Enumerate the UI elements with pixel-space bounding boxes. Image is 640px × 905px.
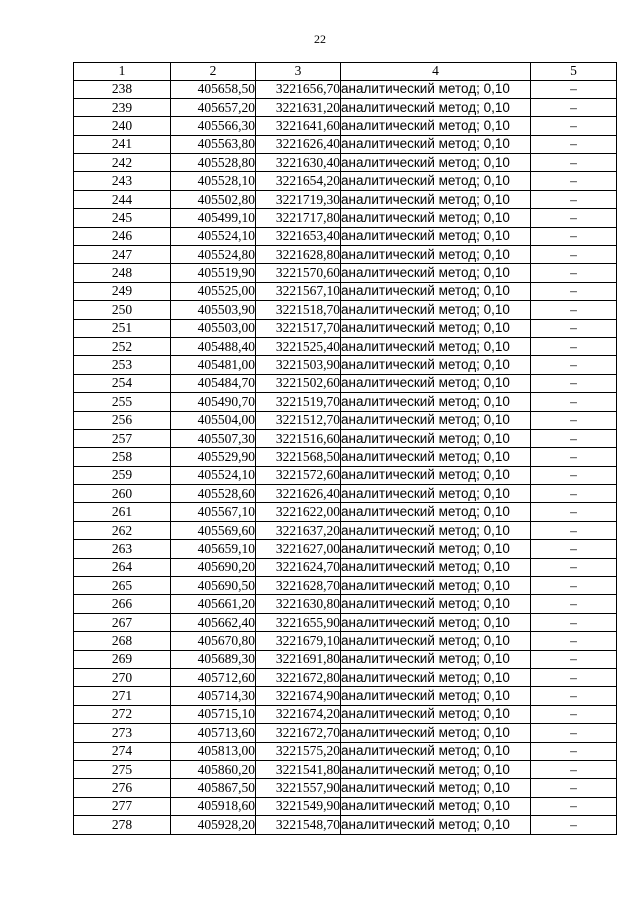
table-row xyxy=(74,135,617,153)
y-coordinate-cell: 3221637,20 xyxy=(256,521,341,539)
method-accuracy-cell: аналитический метод; 0,10 xyxy=(341,356,531,374)
x-coordinate-cell: 405484,70 xyxy=(171,374,256,392)
column5-cell: – xyxy=(531,190,617,208)
table-row xyxy=(74,448,617,466)
column5-cell: – xyxy=(531,227,617,245)
y-coordinate-cell: 3221674,20 xyxy=(256,705,341,723)
method-accuracy-cell: аналитический метод; 0,10 xyxy=(341,301,531,319)
method-accuracy-cell: аналитический метод; 0,10 xyxy=(341,577,531,595)
point-number-cell: 264 xyxy=(74,558,171,576)
y-coordinate-cell: 3221557,90 xyxy=(256,779,341,797)
column5-cell: – xyxy=(531,797,617,815)
column-header-5: 5 xyxy=(531,63,617,81)
y-coordinate-cell: 3221672,70 xyxy=(256,724,341,742)
y-coordinate-cell: 3221525,40 xyxy=(256,337,341,355)
column5-cell: – xyxy=(531,356,617,374)
table-row xyxy=(74,356,617,374)
column5-cell: – xyxy=(531,98,617,116)
y-coordinate-cell: 3221654,20 xyxy=(256,172,341,190)
column5-cell: – xyxy=(531,246,617,264)
table-body xyxy=(74,80,617,834)
x-coordinate-cell: 405481,00 xyxy=(171,356,256,374)
point-number-cell: 255 xyxy=(74,393,171,411)
point-number-cell: 254 xyxy=(74,374,171,392)
point-number-cell: 260 xyxy=(74,485,171,503)
table-row xyxy=(74,724,617,742)
method-accuracy-cell: аналитический метод; 0,10 xyxy=(341,650,531,668)
table-row xyxy=(74,319,617,337)
x-coordinate-cell: 405563,80 xyxy=(171,135,256,153)
column5-cell: – xyxy=(531,595,617,613)
y-coordinate-cell: 3221719,30 xyxy=(256,190,341,208)
point-number-cell: 251 xyxy=(74,319,171,337)
method-accuracy-cell: аналитический метод; 0,10 xyxy=(341,209,531,227)
x-coordinate-cell: 405507,30 xyxy=(171,429,256,447)
x-coordinate-cell: 405567,10 xyxy=(171,503,256,521)
y-coordinate-cell: 3221512,70 xyxy=(256,411,341,429)
table-row xyxy=(74,760,617,778)
x-coordinate-cell: 405528,10 xyxy=(171,172,256,190)
column5-cell: – xyxy=(531,521,617,539)
y-coordinate-cell: 3221631,20 xyxy=(256,98,341,116)
method-accuracy-cell: аналитический метод; 0,10 xyxy=(341,246,531,264)
method-accuracy-cell: аналитический метод; 0,10 xyxy=(341,411,531,429)
y-coordinate-cell: 3221674,90 xyxy=(256,687,341,705)
table-row xyxy=(74,429,617,447)
x-coordinate-cell: 405524,10 xyxy=(171,227,256,245)
column5-cell: – xyxy=(531,301,617,319)
column5-cell: – xyxy=(531,503,617,521)
method-accuracy-cell: аналитический метод; 0,10 xyxy=(341,337,531,355)
x-coordinate-cell: 405502,80 xyxy=(171,190,256,208)
column5-cell: – xyxy=(531,632,617,650)
table-row xyxy=(74,705,617,723)
method-accuracy-cell: аналитический метод; 0,10 xyxy=(341,705,531,723)
table-row xyxy=(74,190,617,208)
column5-cell: – xyxy=(531,724,617,742)
column5-cell: – xyxy=(531,705,617,723)
column5-cell: – xyxy=(531,779,617,797)
column5-cell: – xyxy=(531,669,617,687)
column5-cell: – xyxy=(531,172,617,190)
column5-cell: – xyxy=(531,282,617,300)
table-row xyxy=(74,797,617,815)
y-coordinate-cell: 3221570,60 xyxy=(256,264,341,282)
table-row xyxy=(74,669,617,687)
x-coordinate-cell: 405488,40 xyxy=(171,337,256,355)
x-coordinate-cell: 405525,00 xyxy=(171,282,256,300)
method-accuracy-cell: аналитический метод; 0,10 xyxy=(341,98,531,116)
table-row xyxy=(74,374,617,392)
table-row xyxy=(74,521,617,539)
method-accuracy-cell: аналитический метод; 0,10 xyxy=(341,190,531,208)
x-coordinate-cell: 405528,80 xyxy=(171,154,256,172)
x-coordinate-cell: 405690,20 xyxy=(171,558,256,576)
method-accuracy-cell: аналитический метод; 0,10 xyxy=(341,154,531,172)
method-accuracy-cell: аналитический метод; 0,10 xyxy=(341,540,531,558)
table-row xyxy=(74,742,617,760)
point-number-cell: 245 xyxy=(74,209,171,227)
table-row xyxy=(74,337,617,355)
point-number-cell: 252 xyxy=(74,337,171,355)
method-accuracy-cell: аналитический метод; 0,10 xyxy=(341,448,531,466)
x-coordinate-cell: 405658,50 xyxy=(171,80,256,98)
column5-cell: – xyxy=(531,760,617,778)
y-coordinate-cell: 3221518,70 xyxy=(256,301,341,319)
point-number-cell: 266 xyxy=(74,595,171,613)
point-number-cell: 270 xyxy=(74,669,171,687)
point-number-cell: 257 xyxy=(74,429,171,447)
table-row xyxy=(74,172,617,190)
column5-cell: – xyxy=(531,540,617,558)
y-coordinate-cell: 3221548,70 xyxy=(256,816,341,834)
table-row xyxy=(74,301,617,319)
method-accuracy-cell: аналитический метод; 0,10 xyxy=(341,466,531,484)
column5-cell: – xyxy=(531,154,617,172)
y-coordinate-cell: 3221516,60 xyxy=(256,429,341,447)
x-coordinate-cell: 405813,00 xyxy=(171,742,256,760)
table-row xyxy=(74,411,617,429)
y-coordinate-cell: 3221575,20 xyxy=(256,742,341,760)
table-row xyxy=(74,613,617,631)
table-row xyxy=(74,246,617,264)
column5-cell: – xyxy=(531,650,617,668)
y-coordinate-cell: 3221517,70 xyxy=(256,319,341,337)
x-coordinate-cell: 405867,50 xyxy=(171,779,256,797)
column5-cell: – xyxy=(531,816,617,834)
y-coordinate-cell: 3221679,10 xyxy=(256,632,341,650)
column5-cell: – xyxy=(531,577,617,595)
table-row xyxy=(74,687,617,705)
y-coordinate-cell: 3221656,70 xyxy=(256,80,341,98)
method-accuracy-cell: аналитический метод; 0,10 xyxy=(341,669,531,687)
method-accuracy-cell: аналитический метод; 0,10 xyxy=(341,80,531,98)
table-row xyxy=(74,209,617,227)
point-number-cell: 274 xyxy=(74,742,171,760)
point-number-cell: 258 xyxy=(74,448,171,466)
column5-cell: – xyxy=(531,448,617,466)
table-row xyxy=(74,577,617,595)
x-coordinate-cell: 405714,30 xyxy=(171,687,256,705)
x-coordinate-cell: 405659,10 xyxy=(171,540,256,558)
x-coordinate-cell: 405712,60 xyxy=(171,669,256,687)
y-coordinate-cell: 3221653,40 xyxy=(256,227,341,245)
y-coordinate-cell: 3221628,80 xyxy=(256,246,341,264)
x-coordinate-cell: 405524,10 xyxy=(171,466,256,484)
point-number-cell: 253 xyxy=(74,356,171,374)
x-coordinate-cell: 405503,00 xyxy=(171,319,256,337)
point-number-cell: 242 xyxy=(74,154,171,172)
point-number-cell: 239 xyxy=(74,98,171,116)
x-coordinate-cell: 405566,30 xyxy=(171,117,256,135)
table-row xyxy=(74,282,617,300)
point-number-cell: 267 xyxy=(74,613,171,631)
method-accuracy-cell: аналитический метод; 0,10 xyxy=(341,724,531,742)
column5-cell: – xyxy=(531,264,617,282)
method-accuracy-cell: аналитический метод; 0,10 xyxy=(341,613,531,631)
y-coordinate-cell: 3221641,60 xyxy=(256,117,341,135)
x-coordinate-cell: 405524,80 xyxy=(171,246,256,264)
point-number-cell: 248 xyxy=(74,264,171,282)
table-row xyxy=(74,98,617,116)
column-header-4: 4 xyxy=(341,63,531,81)
point-number-cell: 275 xyxy=(74,760,171,778)
x-coordinate-cell: 405715,10 xyxy=(171,705,256,723)
column5-cell: – xyxy=(531,429,617,447)
column5-cell: – xyxy=(531,485,617,503)
table-row xyxy=(74,393,617,411)
y-coordinate-cell: 3221503,90 xyxy=(256,356,341,374)
table-row xyxy=(74,632,617,650)
column5-cell: – xyxy=(531,117,617,135)
y-coordinate-cell: 3221567,10 xyxy=(256,282,341,300)
method-accuracy-cell: аналитический метод; 0,10 xyxy=(341,264,531,282)
table-row xyxy=(74,779,617,797)
point-number-cell: 238 xyxy=(74,80,171,98)
y-coordinate-cell: 3221691,80 xyxy=(256,650,341,668)
point-number-cell: 265 xyxy=(74,577,171,595)
point-number-cell: 241 xyxy=(74,135,171,153)
x-coordinate-cell: 405528,60 xyxy=(171,485,256,503)
x-coordinate-cell: 405662,40 xyxy=(171,613,256,631)
y-coordinate-cell: 3221630,40 xyxy=(256,154,341,172)
method-accuracy-cell: аналитический метод; 0,10 xyxy=(341,558,531,576)
method-accuracy-cell: аналитический метод; 0,10 xyxy=(341,135,531,153)
method-accuracy-cell: аналитический метод; 0,10 xyxy=(341,393,531,411)
column5-cell: – xyxy=(531,374,617,392)
y-coordinate-cell: 3221502,60 xyxy=(256,374,341,392)
method-accuracy-cell: аналитический метод; 0,10 xyxy=(341,282,531,300)
table-row xyxy=(74,503,617,521)
table-row xyxy=(74,540,617,558)
y-coordinate-cell: 3221717,80 xyxy=(256,209,341,227)
y-coordinate-cell: 3221622,00 xyxy=(256,503,341,521)
table-header-row xyxy=(74,63,617,81)
y-coordinate-cell: 3221626,40 xyxy=(256,485,341,503)
table-row xyxy=(74,650,617,668)
method-accuracy-cell: аналитический метод; 0,10 xyxy=(341,227,531,245)
table-row xyxy=(74,595,617,613)
point-number-cell: 276 xyxy=(74,779,171,797)
column5-cell: – xyxy=(531,558,617,576)
point-number-cell: 243 xyxy=(74,172,171,190)
point-number-cell: 249 xyxy=(74,282,171,300)
y-coordinate-cell: 3221655,90 xyxy=(256,613,341,631)
column5-cell: – xyxy=(531,80,617,98)
table-row xyxy=(74,558,617,576)
point-number-cell: 244 xyxy=(74,190,171,208)
x-coordinate-cell: 405529,90 xyxy=(171,448,256,466)
method-accuracy-cell: аналитический метод; 0,10 xyxy=(341,319,531,337)
page-number: 22 xyxy=(314,32,326,46)
method-accuracy-cell: аналитический метод; 0,10 xyxy=(341,816,531,834)
method-accuracy-cell: аналитический метод; 0,10 xyxy=(341,632,531,650)
point-number-cell: 272 xyxy=(74,705,171,723)
x-coordinate-cell: 405519,90 xyxy=(171,264,256,282)
table-row xyxy=(74,485,617,503)
point-number-cell: 269 xyxy=(74,650,171,668)
point-number-cell: 268 xyxy=(74,632,171,650)
column5-cell: – xyxy=(531,319,617,337)
point-number-cell: 247 xyxy=(74,246,171,264)
x-coordinate-cell: 405657,20 xyxy=(171,98,256,116)
y-coordinate-cell: 3221630,80 xyxy=(256,595,341,613)
column5-cell: – xyxy=(531,135,617,153)
column5-cell: – xyxy=(531,466,617,484)
table-row xyxy=(74,117,617,135)
method-accuracy-cell: аналитический метод; 0,10 xyxy=(341,117,531,135)
point-number-cell: 278 xyxy=(74,816,171,834)
table-row xyxy=(74,264,617,282)
point-number-cell: 250 xyxy=(74,301,171,319)
column-header-1: 1 xyxy=(74,63,171,81)
column-header-3: 3 xyxy=(256,63,341,81)
method-accuracy-cell: аналитический метод; 0,10 xyxy=(341,760,531,778)
point-number-cell: 259 xyxy=(74,466,171,484)
point-number-cell: 277 xyxy=(74,797,171,815)
y-coordinate-cell: 3221628,70 xyxy=(256,577,341,595)
method-accuracy-cell: аналитический метод; 0,10 xyxy=(341,742,531,760)
point-number-cell: 273 xyxy=(74,724,171,742)
column5-cell: – xyxy=(531,613,617,631)
y-coordinate-cell: 3221672,80 xyxy=(256,669,341,687)
table-row xyxy=(74,154,617,172)
point-number-cell: 261 xyxy=(74,503,171,521)
point-number-cell: 263 xyxy=(74,540,171,558)
method-accuracy-cell: аналитический метод; 0,10 xyxy=(341,521,531,539)
x-coordinate-cell: 405569,60 xyxy=(171,521,256,539)
point-number-cell: 256 xyxy=(74,411,171,429)
method-accuracy-cell: аналитический метод; 0,10 xyxy=(341,595,531,613)
x-coordinate-cell: 405499,10 xyxy=(171,209,256,227)
y-coordinate-cell: 3221626,40 xyxy=(256,135,341,153)
y-coordinate-cell: 3221572,60 xyxy=(256,466,341,484)
x-coordinate-cell: 405504,00 xyxy=(171,411,256,429)
x-coordinate-cell: 405918,60 xyxy=(171,797,256,815)
method-accuracy-cell: аналитический метод; 0,10 xyxy=(341,503,531,521)
column5-cell: – xyxy=(531,337,617,355)
method-accuracy-cell: аналитический метод; 0,10 xyxy=(341,429,531,447)
method-accuracy-cell: аналитический метод; 0,10 xyxy=(341,485,531,503)
x-coordinate-cell: 405670,80 xyxy=(171,632,256,650)
x-coordinate-cell: 405661,20 xyxy=(171,595,256,613)
point-number-cell: 271 xyxy=(74,687,171,705)
method-accuracy-cell: аналитический метод; 0,10 xyxy=(341,172,531,190)
column5-cell: – xyxy=(531,393,617,411)
column5-cell: – xyxy=(531,742,617,760)
point-number-cell: 246 xyxy=(74,227,171,245)
y-coordinate-cell: 3221519,70 xyxy=(256,393,341,411)
table-row xyxy=(74,466,617,484)
x-coordinate-cell: 405713,60 xyxy=(171,724,256,742)
point-number-cell: 262 xyxy=(74,521,171,539)
x-coordinate-cell: 405490,70 xyxy=(171,393,256,411)
y-coordinate-cell: 3221627,00 xyxy=(256,540,341,558)
y-coordinate-cell: 3221624,70 xyxy=(256,558,341,576)
coordinates-table xyxy=(73,62,617,835)
y-coordinate-cell: 3221568,50 xyxy=(256,448,341,466)
x-coordinate-cell: 405860,20 xyxy=(171,760,256,778)
table-row xyxy=(74,227,617,245)
table-row xyxy=(74,80,617,98)
column5-cell: – xyxy=(531,687,617,705)
method-accuracy-cell: аналитический метод; 0,10 xyxy=(341,374,531,392)
x-coordinate-cell: 405503,90 xyxy=(171,301,256,319)
x-coordinate-cell: 405689,30 xyxy=(171,650,256,668)
point-number-cell: 240 xyxy=(74,117,171,135)
y-coordinate-cell: 3221541,80 xyxy=(256,760,341,778)
column5-cell: – xyxy=(531,411,617,429)
column-header-2: 2 xyxy=(171,63,256,81)
method-accuracy-cell: аналитический метод; 0,10 xyxy=(341,779,531,797)
column5-cell: – xyxy=(531,209,617,227)
y-coordinate-cell: 3221549,90 xyxy=(256,797,341,815)
table-row xyxy=(74,816,617,834)
x-coordinate-cell: 405690,50 xyxy=(171,577,256,595)
method-accuracy-cell: аналитический метод; 0,10 xyxy=(341,797,531,815)
x-coordinate-cell: 405928,20 xyxy=(171,816,256,834)
method-accuracy-cell: аналитический метод; 0,10 xyxy=(341,687,531,705)
